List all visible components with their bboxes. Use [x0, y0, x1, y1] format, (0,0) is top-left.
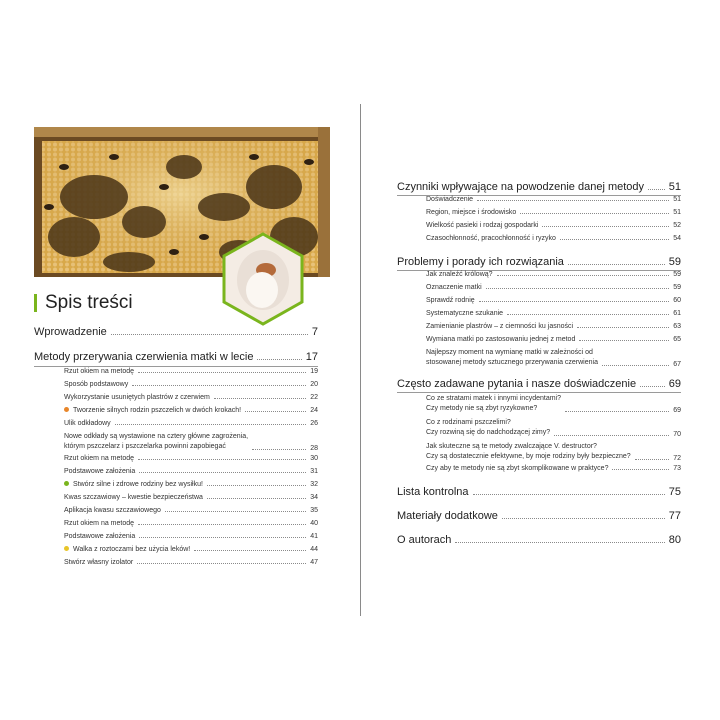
toc-item[interactable] [426, 209, 681, 216]
toc-leader [542, 226, 669, 227]
toc-page-number: 80 [668, 534, 681, 546]
toc-item-title: Rzut okiem na metodę [64, 520, 135, 527]
toc-leader [560, 239, 669, 240]
toc-page-number: 51 [668, 181, 681, 193]
toc-item[interactable] [426, 310, 681, 317]
toc-section[interactable] [34, 351, 318, 363]
toc-page-number: 40 [310, 520, 318, 527]
toc-section-title: Czynniki wpływające na powodzenie danej metody [397, 181, 645, 193]
toc-item[interactable] [64, 420, 318, 427]
toc-item[interactable] [426, 336, 681, 343]
toc-item-title-line2: Czy są dostatecznie efektywne, by moje rodziny były bezpieczne? [426, 453, 631, 460]
toc-item-title: Podstawowe założenia [64, 533, 136, 540]
toc-leader [138, 372, 306, 373]
title-accent-bar [34, 294, 37, 312]
toc-page-number: 19 [310, 368, 318, 375]
toc-page-number: 59 [668, 256, 681, 268]
toc-item[interactable] [426, 271, 681, 278]
toc-item-title: Czy aby te metody nie są zbyt skomplikowane w praktyce? [426, 465, 609, 472]
toc-leader [477, 200, 669, 201]
toc-page-number: 73 [673, 465, 681, 472]
toc-section-title: Często zadawane pytania i nasze doświadczenie [397, 378, 637, 390]
toc-leader [455, 542, 664, 543]
toc-page-number: 7 [311, 326, 318, 338]
toc-page-number: 31 [310, 468, 318, 475]
toc-item-title: Tworzenie silnych rodzin pszczelich w dwóch krokach! [73, 407, 242, 414]
toc-item[interactable] [426, 465, 681, 472]
toc-section[interactable] [397, 181, 681, 193]
toc-item[interactable] [64, 520, 318, 527]
toc-item-title-line2: którym pszczelarz i pszczelarka powinni zapobiegać [64, 443, 226, 450]
section-rule [397, 392, 681, 393]
toc-item-title: Nowe odkłady są wystawione na cztery główne zagrożenia, [64, 433, 249, 440]
toc-item[interactable] [426, 348, 681, 368]
toc-item-highlight[interactable] [64, 481, 318, 488]
toc-page-number: 69 [673, 407, 681, 414]
toc-section-title: Problemy i porady ich rozwiązania [397, 256, 564, 268]
toc-section[interactable] [397, 534, 681, 546]
toc-page-number: 65 [673, 336, 681, 343]
toc-title-text: Spis treści [45, 292, 133, 313]
toc-leader [565, 411, 669, 412]
toc-item-title: Rzut okiem na metodę [64, 455, 135, 462]
toc-item-title: Podstawowe założenia [64, 468, 136, 475]
toc-item-title-line2: Czy rozwiną się do nadchodzącej zimy? [426, 429, 551, 436]
toc-leader [520, 213, 669, 214]
toc-page-number: 59 [673, 271, 681, 278]
toc-leader [502, 518, 665, 519]
toc-page-number: 30 [310, 455, 318, 462]
toc-item-title-line2: Czy metody nie są zbyt ryzykowne? [426, 405, 538, 412]
toc-leader [568, 264, 665, 265]
toc-section[interactable] [397, 486, 681, 498]
toc-leader [579, 340, 669, 341]
toc-item-highlight[interactable] [64, 407, 318, 414]
toc-page-number: 32 [310, 481, 318, 488]
toc-item-title: Czasochłonność, pracochłonność i ryzyko [426, 235, 556, 242]
toc-item[interactable] [426, 297, 681, 304]
toc-page-number: 24 [310, 407, 318, 414]
toc-leader [138, 524, 306, 525]
toc-item[interactable] [64, 533, 318, 540]
toc-leader [132, 385, 306, 386]
toc-leader [139, 537, 306, 538]
toc-item-title: Najlepszy moment na wymianę matki w zależności od [426, 349, 593, 356]
toc-leader [115, 424, 307, 425]
toc-item[interactable] [64, 432, 318, 452]
toc-leader [577, 327, 669, 328]
toc-page-number: 54 [673, 235, 681, 242]
toc-item-title-line2: stosowanej metody sztucznego przerywania czerwienia [426, 359, 598, 366]
toc-leader [194, 550, 306, 551]
toc-page-number: 51 [673, 196, 681, 203]
section-rule [34, 366, 318, 367]
toc-page-number: 61 [673, 310, 681, 317]
toc-section-title: Wprowadzenie [34, 326, 107, 338]
toc-section-title: O autorach [397, 534, 452, 546]
toc-item-title: Wykorzystanie usuniętych plastrów z czerwiem [64, 394, 210, 401]
toc-leader [486, 288, 670, 289]
toc-leader [207, 498, 306, 499]
green-bullet-icon [64, 481, 69, 486]
toc-item[interactable] [64, 559, 318, 566]
toc-section[interactable] [34, 326, 318, 338]
toc-item-title: Ulik odkładowy [64, 420, 111, 427]
toc-page-number: 28 [310, 445, 318, 452]
toc-page-number: 72 [673, 455, 681, 462]
yellow-bullet-icon [64, 546, 69, 551]
toc-item[interactable] [426, 323, 681, 330]
toc-leader [245, 411, 306, 412]
toc-item-title: Jak znaleźć królową? [426, 271, 493, 278]
toc-page-number: 44 [310, 546, 318, 553]
toc-item[interactable] [426, 284, 681, 291]
toc-item[interactable] [64, 468, 318, 475]
toc-section-title: Materiały dodatkowe [397, 510, 498, 522]
toc-item-title: Stwórz własny izolator [64, 559, 134, 566]
toc-item[interactable] [64, 455, 318, 462]
orange-bullet-icon [64, 407, 69, 412]
toc-item-title: Walka z roztoczami bez użycia leków! [73, 546, 191, 553]
toc-leader [111, 334, 308, 335]
toc-page-number: 41 [310, 533, 318, 540]
toc-item-title: Rzut okiem na metodę [64, 368, 135, 375]
toc-item-title: Oznaczenie matki [426, 284, 482, 291]
toc-item[interactable] [426, 196, 681, 203]
toc-item-title: Wymiana matki po zastosowaniu jednej z metod [426, 336, 576, 343]
queen-cell-hexagon-image [222, 232, 304, 326]
toc-leader [139, 472, 306, 473]
toc-item-title: Zamienianie plastrów – z ciemności ku jasności [426, 323, 574, 330]
toc-title [34, 292, 133, 314]
toc-leader [554, 435, 669, 436]
toc-leader [138, 459, 306, 460]
toc-item-title: Sposób podstawowy [64, 381, 129, 388]
toc-item[interactable] [64, 381, 318, 388]
toc-item-title: Stwórz silne i zdrowe rodziny bez wysiłku! [73, 481, 203, 488]
toc-section-title: Metody przerywania czerwienia matki w lecie [34, 351, 254, 363]
toc-section[interactable] [397, 378, 681, 390]
toc-page-number: 51 [673, 209, 681, 216]
toc-item-title: Doświadczenie [426, 196, 474, 203]
toc-page-number: 20 [310, 381, 318, 388]
toc-leader [497, 275, 670, 276]
toc-leader [648, 189, 665, 190]
toc-leader [252, 449, 306, 450]
toc-page-number: 63 [673, 323, 681, 330]
toc-page-number: 60 [673, 297, 681, 304]
toc-leader [257, 359, 301, 360]
toc-item[interactable] [426, 222, 681, 229]
toc-item[interactable] [64, 507, 318, 514]
toc-page-number: 17 [305, 351, 318, 363]
toc-item[interactable] [64, 368, 318, 375]
toc-item-title: Sprawdź rodnię [426, 297, 475, 304]
toc-item-title: Systematyczne szukanie [426, 310, 504, 317]
toc-leader [507, 314, 669, 315]
toc-item[interactable] [426, 394, 681, 414]
toc-page-number: 47 [310, 559, 318, 566]
toc-item[interactable] [64, 394, 318, 401]
toc-item-title: Kwas szczawiowy – kwestie bezpieczeństwa [64, 494, 203, 501]
toc-leader [635, 459, 670, 460]
toc-leader [137, 563, 306, 564]
toc-item-title: Jak skuteczne są te metody zwalczające V. destructor? [426, 443, 597, 450]
toc-item-highlight[interactable] [64, 546, 318, 553]
toc-page-number: 26 [310, 420, 318, 427]
toc-leader [602, 365, 669, 366]
toc-item[interactable] [64, 494, 318, 501]
toc-item-title: Wielkość pasieki i rodzaj gospodarki [426, 222, 539, 229]
toc-page-number: 77 [668, 510, 681, 522]
toc-leader [612, 469, 669, 470]
toc-page-number: 69 [668, 378, 681, 390]
toc-page-number: 22 [310, 394, 318, 401]
toc-section[interactable] [397, 256, 681, 268]
toc-item[interactable] [426, 442, 681, 462]
page-spine-divider [360, 104, 361, 616]
toc-leader [473, 494, 665, 495]
toc-page-number: 59 [673, 284, 681, 291]
toc-page-number: 70 [673, 431, 681, 438]
toc-item-title: Region, miejsce i środowisko [426, 209, 517, 216]
toc-leader [165, 511, 306, 512]
toc-item[interactable] [426, 235, 681, 242]
toc-item-title: Co ze stratami matek i innymi incydentami? [426, 395, 561, 402]
toc-item[interactable] [426, 418, 681, 438]
toc-leader [479, 301, 670, 302]
toc-page-number: 35 [310, 507, 318, 514]
toc-page-number: 34 [310, 494, 318, 501]
toc-leader [207, 485, 306, 486]
toc-item-title: Co z rodzinami pszczelimi? [426, 419, 511, 426]
toc-item-title: Aplikacja kwasu szczawiowego [64, 507, 161, 514]
toc-section[interactable] [397, 510, 681, 522]
toc-page-number: 52 [673, 222, 681, 229]
toc-page-number: 75 [668, 486, 681, 498]
toc-leader [214, 398, 306, 399]
toc-page-number: 67 [673, 361, 681, 368]
toc-section-title: Lista kontrolna [397, 486, 469, 498]
toc-leader [640, 386, 665, 387]
